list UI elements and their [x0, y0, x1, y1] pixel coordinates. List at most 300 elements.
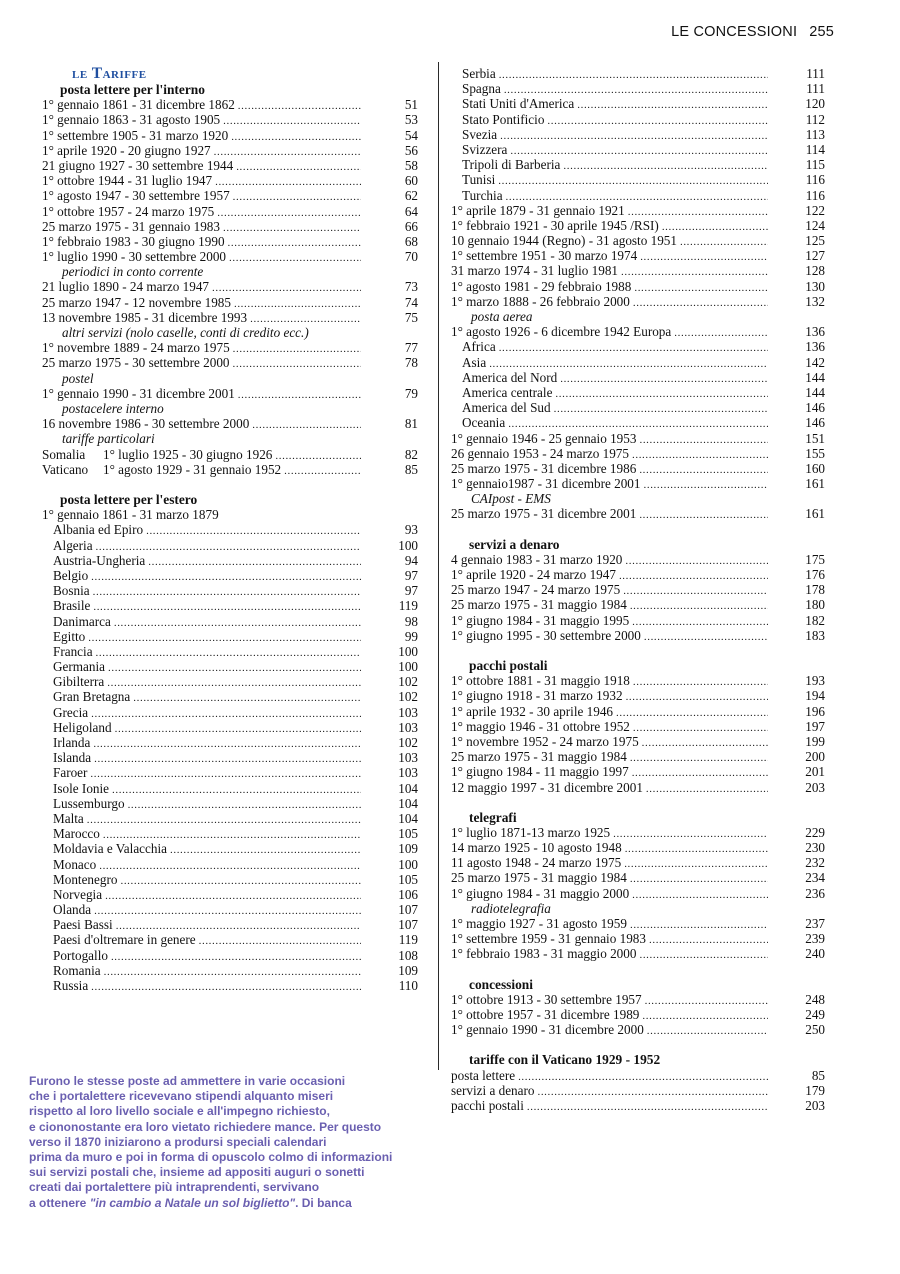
- toc-entry: [451, 734, 825, 749]
- dot-leader: [632, 615, 768, 630]
- entry-label: Danimarca: [53, 613, 111, 629]
- entry-label: 25 marzo 1975 - 31 dicembre 2001: [451, 506, 637, 522]
- toc-entry: [42, 553, 418, 568]
- dot-leader: [105, 889, 361, 904]
- entry-label: Russia: [53, 978, 89, 993]
- entry-label: Faroer: [53, 765, 88, 781]
- toc-entry: [42, 188, 418, 203]
- toc-entry: [42, 112, 418, 127]
- entry-page: 110: [398, 978, 418, 993]
- entry-label: Turchia: [462, 187, 503, 203]
- entry-page: 100: [398, 643, 418, 659]
- entry-label: Stati Uniti d'America: [462, 96, 575, 112]
- entry-page: 102: [398, 689, 418, 705]
- toc-entry: [42, 826, 418, 841]
- entry-page: 64: [404, 203, 418, 219]
- spacer: [451, 795, 825, 810]
- entry-page: 104: [398, 780, 418, 796]
- toc-entry: [42, 310, 418, 325]
- entry-label: 1° gennaio 1861 - 31 dicembre 1862: [42, 97, 235, 113]
- dot-leader: [228, 236, 361, 251]
- caption-text: a ottenere: [29, 1195, 90, 1210]
- entry-page: 136: [805, 324, 825, 340]
- entry-label: 1° giugno 1918 - 31 marzo 1932: [451, 688, 623, 704]
- entry-page: 113: [805, 126, 825, 142]
- toc-entry: [42, 963, 418, 978]
- entry-page: 128: [805, 263, 825, 279]
- toc-entry: [42, 614, 418, 629]
- entry-label: Belgio: [53, 567, 89, 583]
- dot-leader: [233, 357, 361, 372]
- entry-page: 81: [404, 416, 418, 432]
- entry-label: 1° marzo 1888 - 26 febbraio 2000: [451, 293, 630, 309]
- entry-label: Bosnia: [53, 583, 90, 599]
- entry-page: 94: [404, 552, 418, 568]
- entry-label: 25 marzo 1975 - 31 maggio 1984: [451, 749, 627, 765]
- toc-entry: [451, 172, 825, 187]
- toc-entry: [451, 886, 825, 901]
- spacer: [42, 477, 418, 492]
- caption-line: sui servizi postali che, insieme ad appositi auguri o sonetti: [29, 1165, 365, 1180]
- section-heading: posta lettere per l'interno: [60, 82, 205, 97]
- toc-entry: [42, 948, 418, 963]
- dot-leader: [91, 980, 361, 995]
- entry-label: 1° ottobre 1881 - 31 maggio 1918: [451, 673, 630, 689]
- dot-leader: [108, 661, 361, 676]
- entry-label: 1° aprile 1932 - 30 aprile 1946: [451, 703, 614, 719]
- toc-entry: [42, 279, 418, 294]
- dot-leader: [632, 766, 768, 781]
- entry-page: 100: [398, 856, 418, 872]
- dot-leader: [642, 1009, 768, 1024]
- entry-page: 239: [805, 931, 825, 947]
- entry-label: 1° ottobre 1913 - 30 settembre 1957: [451, 991, 642, 1007]
- entry-page: 104: [398, 795, 418, 811]
- toc-entry: [42, 219, 418, 234]
- dot-leader: [644, 478, 769, 493]
- entry-page: 234: [805, 870, 825, 886]
- dot-leader: [621, 265, 768, 280]
- entry-label: 21 giugno 1927 - 30 settembre 1944: [42, 157, 234, 173]
- dot-leader: [613, 827, 768, 842]
- dot-leader: [633, 296, 768, 311]
- entry-label: 1° settembre 1959 - 31 gennaio 1983: [451, 931, 646, 947]
- entry-label: 31 marzo 1974 - 31 luglio 1981: [451, 263, 619, 279]
- entry-label: 1° aprile 1920 - 20 giugno 1927: [42, 142, 211, 158]
- toc-entry: [451, 628, 825, 643]
- dot-leader: [633, 721, 768, 736]
- entry-label: 1° maggio 1927 - 31 agosto 1959: [451, 916, 627, 932]
- entry-page: 77: [404, 340, 418, 356]
- caption-line: che i portalettere ricevevano stipendi alquanto miseri: [29, 1089, 334, 1104]
- toc-entry: [451, 1022, 825, 1037]
- toc-entry: [451, 1098, 825, 1113]
- subsection-title: posta aerea: [471, 309, 533, 324]
- toc-entry: [451, 749, 825, 764]
- dot-leader: [214, 145, 361, 160]
- toc-entry: [42, 355, 418, 370]
- subsection-title: radiotelegrafia: [471, 900, 551, 916]
- entry-page: 193: [805, 673, 825, 689]
- entry-label: Asia: [462, 354, 487, 370]
- toc-entry: [451, 203, 825, 218]
- caption: [29, 1074, 393, 1211]
- entry-label: Grecia: [53, 704, 89, 720]
- dot-leader: [128, 798, 361, 813]
- brand-title: le Tariffe: [72, 65, 147, 82]
- entry-page: 82: [404, 446, 418, 462]
- entry-page: 124: [805, 217, 825, 233]
- caption-line: prima da muro e poi in forma di opuscolo colmo di informazioni: [29, 1150, 393, 1165]
- entry-page: 250: [805, 1022, 825, 1038]
- dot-leader: [233, 190, 361, 205]
- entry-label: 1° luglio 1871-13 marzo 1925: [451, 824, 611, 840]
- dot-leader: [93, 600, 361, 615]
- entry-label: Lussemburgo: [53, 795, 125, 811]
- dot-leader: [223, 221, 361, 236]
- entry-page: 51: [404, 97, 418, 113]
- caption-text: . Di banca: [295, 1195, 352, 1210]
- entry-label: Algeria: [53, 537, 93, 553]
- dot-leader: [547, 114, 768, 129]
- caption-quote: "in cambio a Natale un sol biglietto": [89, 1195, 296, 1210]
- entry-label: 21 luglio 1890 - 24 marzo 1947: [42, 279, 210, 295]
- entry-page: 197: [805, 718, 825, 734]
- toc-entry: [42, 462, 418, 477]
- entry-page: 176: [805, 567, 825, 583]
- entry-page: 142: [805, 354, 825, 370]
- toc-entry: [451, 446, 825, 461]
- entry-page: 194: [805, 688, 825, 704]
- entry-page: 240: [805, 946, 825, 962]
- entry-prefix: Somalia: [42, 446, 86, 462]
- entry-label: Gibilterra: [53, 674, 105, 690]
- entry-page: 85: [404, 461, 418, 477]
- toc-entry: [42, 720, 418, 735]
- toc-entry: [451, 992, 825, 1007]
- entry-page: 78: [404, 355, 418, 371]
- entry-page: 112: [805, 111, 825, 127]
- entry-page: 236: [805, 885, 825, 901]
- toc-entry: [451, 66, 825, 81]
- dot-leader: [104, 965, 361, 980]
- dot-leader: [87, 813, 361, 828]
- toc-entry: [42, 629, 418, 644]
- toc-entry: [451, 188, 825, 203]
- toc-entry: [451, 1068, 825, 1083]
- column-divider: [438, 62, 439, 1070]
- dot-leader: [577, 98, 768, 113]
- entry-page: 130: [805, 278, 825, 294]
- dot-leader: [93, 585, 361, 600]
- entry-label: 25 marzo 1975 - 30 settembre 2000: [42, 355, 230, 371]
- toc-entry: [451, 916, 825, 931]
- entry-label: 1° agosto 1947 - 30 settembre 1957: [42, 188, 230, 204]
- toc-entry: [451, 946, 825, 961]
- toc-entry: [451, 476, 825, 491]
- entry-label: Irlanda: [53, 735, 91, 750]
- toc-entry: [42, 295, 418, 310]
- dot-leader: [619, 569, 768, 584]
- toc-entry: [451, 248, 825, 263]
- entry-page: 127: [805, 248, 825, 264]
- dot-leader: [554, 402, 768, 417]
- entry-label: Monaco: [53, 856, 97, 872]
- section-heading: concessioni: [469, 976, 533, 992]
- entry-label: America del Sud: [462, 400, 551, 416]
- subsection-title: postel: [62, 370, 94, 386]
- entry-page: 103: [398, 765, 418, 781]
- entry-page: 68: [404, 233, 418, 249]
- entry-label: Serbia: [462, 66, 496, 81]
- entry-label: Germania: [53, 659, 105, 675]
- dot-leader: [107, 676, 361, 691]
- entry-label: servizi a denaro: [451, 1082, 535, 1098]
- subsection-title: CAIpost - EMS: [471, 491, 551, 507]
- entry-prefix: Vaticano: [42, 461, 89, 477]
- entry-page: 105: [398, 871, 418, 887]
- toc-entry: [42, 583, 418, 598]
- dot-leader: [212, 281, 361, 296]
- dot-leader: [284, 464, 361, 479]
- spacer: [451, 1037, 825, 1052]
- entry-page: 106: [398, 886, 418, 902]
- entry-page: 200: [805, 749, 825, 765]
- dot-leader: [630, 872, 768, 887]
- toc-entry: [451, 263, 825, 278]
- toc-entry: [451, 506, 825, 521]
- toc-entry: [42, 674, 418, 689]
- toc-entry: [451, 279, 825, 294]
- entry-label: 1° gennaio1987 - 31 dicembre 2001: [451, 476, 641, 492]
- toc-entry: [451, 385, 825, 400]
- entry-page: 120: [805, 96, 825, 112]
- entry-label: 1° febbraio 1921 - 30 aprile 1945 /RSI): [451, 217, 659, 233]
- entry-page: 103: [398, 704, 418, 720]
- entry-text: 1° agosto 1929 - 31 gennaio 1952: [103, 461, 282, 477]
- toc-entry: [451, 719, 825, 734]
- toc-entry: [451, 233, 825, 248]
- dot-leader: [115, 722, 361, 737]
- toc-entry: [451, 780, 825, 795]
- toc-entry: [42, 781, 418, 796]
- toc-entry: [42, 872, 418, 887]
- entry-label: 1° gennaio 1863 - 31 agosto 1905: [42, 112, 221, 128]
- running-header: [671, 24, 834, 40]
- entry-page: 111: [806, 66, 825, 81]
- dot-leader: [500, 129, 768, 144]
- entry-label: 26 gennaio 1953 - 24 marzo 1975: [451, 445, 629, 461]
- toc-entry: [451, 931, 825, 946]
- entry-label: Montenegro: [53, 871, 118, 887]
- dot-leader: [238, 99, 361, 114]
- entry-page: 102: [398, 735, 418, 750]
- toc-entry: [451, 764, 825, 779]
- toc-entry: [42, 902, 418, 917]
- dot-leader: [632, 448, 768, 463]
- toc-entry: [42, 340, 418, 355]
- entry-label: 10 gennaio 1944 (Regno) - 31 agosto 1951: [451, 233, 677, 249]
- caption-line: [29, 1196, 389, 1211]
- toc-entry: [42, 416, 418, 431]
- toc-entry: [42, 173, 418, 188]
- entry-label: 1° novembre 1889 - 24 marzo 1975: [42, 340, 230, 356]
- entry-page: 160: [805, 460, 825, 476]
- toc-entry: [451, 870, 825, 885]
- entry-label: 1° agosto 1926 - 6 dicembre 1942 Europa: [451, 324, 672, 340]
- dot-leader: [625, 554, 768, 569]
- entry-page: 175: [805, 551, 825, 567]
- entry-label: 1° settembre 1951 - 30 marzo 1974: [451, 248, 638, 264]
- toc-entry: [451, 339, 825, 354]
- entry-page: 99: [404, 628, 418, 644]
- toc-entry: [451, 96, 825, 111]
- entry-page: 151: [805, 430, 825, 446]
- entry-label: 1° giugno 1984 - 31 maggio 2000: [451, 885, 630, 901]
- entry-page: 248: [805, 991, 825, 1007]
- entry-label: posta lettere: [451, 1067, 516, 1083]
- dot-leader: [223, 114, 361, 129]
- entry-label: 11 agosto 1948 - 24 marzo 1975: [451, 855, 622, 871]
- dot-leader: [639, 433, 768, 448]
- dot-leader: [99, 859, 361, 874]
- toc-entry: [451, 431, 825, 446]
- entry-page: 203: [805, 779, 825, 795]
- dot-leader: [111, 950, 361, 965]
- entry-label: Romania: [53, 962, 101, 978]
- entry-page: 75: [404, 309, 418, 325]
- entry-page: 249: [805, 1006, 825, 1022]
- entry-page: 230: [805, 840, 825, 856]
- dot-leader: [639, 508, 768, 523]
- entry-page: 104: [398, 810, 418, 826]
- entry-page: 73: [404, 279, 418, 295]
- dot-leader: [623, 584, 768, 599]
- entry-page: 70: [404, 249, 418, 265]
- entry-text: 1° luglio 1925 - 30 giugno 1926: [103, 446, 273, 462]
- entry-page: 103: [398, 719, 418, 735]
- entry-page: 199: [805, 733, 825, 749]
- dot-leader: [88, 631, 361, 646]
- entry-page: 146: [805, 400, 825, 416]
- entry-label: 14 marzo 1925 - 10 agosto 1948: [451, 840, 622, 856]
- entry-label: 1° giugno 1995 - 30 settembre 2000: [451, 627, 641, 643]
- entry-label: Svezia: [462, 126, 498, 142]
- caption-line: e ciononostante era loro vietato richiedere mance. Per questo: [29, 1119, 382, 1134]
- dot-leader: [170, 843, 361, 858]
- entry-page: 155: [805, 445, 825, 461]
- entry-page: 116: [805, 172, 825, 188]
- toc-entry: [42, 568, 418, 583]
- dot-leader: [646, 782, 768, 797]
- toc-entry: [42, 735, 418, 750]
- dot-leader: [640, 250, 768, 265]
- toc-entry: [42, 689, 418, 704]
- entry-label: 1° gennaio 1990 - 31 dicembre 2000: [451, 1022, 644, 1038]
- toc-entry: [42, 598, 418, 613]
- entry-page: 119: [398, 598, 418, 614]
- toc-entry: [451, 552, 825, 567]
- dot-leader: [560, 372, 768, 387]
- entry-label: 1° febbraio 1983 - 30 giugno 1990: [42, 233, 225, 249]
- section-heading: tariffe con il Vaticano 1929 - 1952: [469, 1052, 661, 1068]
- dot-leader: [563, 159, 768, 174]
- entry-label: 1° febbraio 1983 - 31 maggio 2000: [451, 946, 637, 962]
- toc-entry: [451, 582, 825, 597]
- entry-page: 122: [805, 202, 825, 218]
- toc-entry: [42, 750, 418, 765]
- entry-page: 229: [805, 824, 825, 840]
- dot-leader: [146, 524, 361, 539]
- entry-page: 62: [404, 188, 418, 204]
- entry-page: 179: [805, 1082, 825, 1098]
- entry-page: 54: [404, 127, 418, 143]
- toc-entry: [42, 538, 418, 553]
- toc-entry: [451, 688, 825, 703]
- section-heading: servizi a denaro: [469, 536, 560, 552]
- entry-page: 182: [805, 612, 825, 628]
- entry-label: Tripoli di Barberia: [462, 157, 561, 173]
- entry-label: [42, 462, 281, 477]
- dot-leader: [626, 690, 768, 705]
- dot-leader: [674, 326, 768, 341]
- dot-leader: [632, 888, 768, 903]
- dot-leader: [120, 874, 361, 889]
- entry-page: 66: [404, 218, 418, 234]
- entry-label: Spagna: [462, 81, 501, 97]
- entry-page: 97: [404, 583, 418, 599]
- entry-page: 132: [805, 293, 825, 309]
- dot-leader: [616, 706, 768, 721]
- dot-leader: [133, 691, 361, 706]
- toc-entry: [451, 597, 825, 612]
- toc-entry: [451, 415, 825, 430]
- entry-label: Paesi d'oltremare in genere: [53, 932, 196, 948]
- toc-entry: [451, 81, 825, 96]
- entry-label: Malta: [53, 810, 84, 826]
- entry-label: 25 marzo 1975 - 31 maggio 1984: [451, 597, 627, 613]
- toc-entry: [42, 857, 418, 872]
- entry-label: 1° luglio 1990 - 30 settembre 2000: [42, 249, 227, 265]
- dot-leader: [114, 616, 361, 631]
- entry-page: 144: [805, 369, 825, 385]
- left-column: [42, 66, 418, 993]
- toc-entry: [451, 370, 825, 385]
- entry-label: Brasile: [53, 598, 91, 614]
- period-label: 1° gennaio 1861 - 31 marzo 1879: [42, 507, 219, 523]
- entry-label: Stato Pontificio: [462, 111, 545, 127]
- dot-leader: [94, 904, 361, 919]
- entry-page: 201: [805, 764, 825, 780]
- dot-leader: [148, 555, 361, 570]
- dot-leader: [236, 160, 361, 175]
- entry-label: 1° settembre 1905 - 31 marzo 1920: [42, 127, 229, 143]
- entry-page: 53: [404, 112, 418, 128]
- entry-page: 105: [398, 826, 418, 842]
- dot-leader: [217, 206, 361, 221]
- entry-page: 85: [811, 1067, 825, 1083]
- toc-entry: [451, 157, 825, 172]
- dot-leader: [527, 1100, 768, 1115]
- dot-leader: [96, 646, 361, 661]
- toc-entry: [451, 825, 825, 840]
- entry-label: 1° gennaio 1990 - 31 dicembre 2001: [42, 385, 235, 401]
- dot-leader: [275, 449, 361, 464]
- toc-entry: [451, 567, 825, 582]
- subsection-title: postacelere interno: [62, 401, 164, 416]
- toc-entry: [42, 978, 418, 993]
- entry-page: 180: [805, 597, 825, 613]
